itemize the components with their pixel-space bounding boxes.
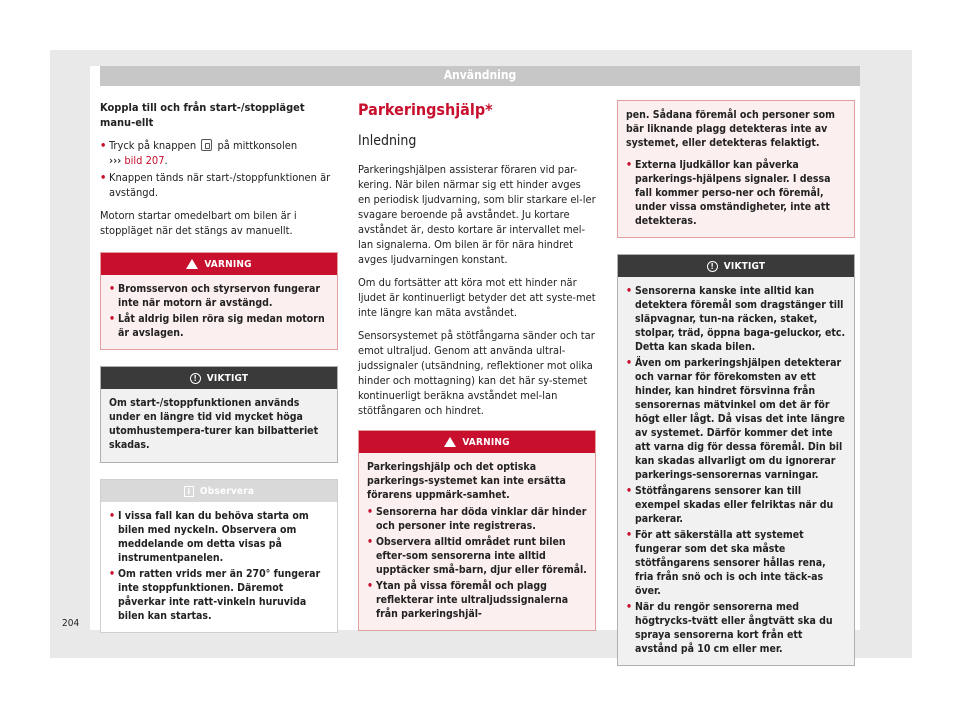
warning-box xyxy=(100,252,338,350)
list-item: • Observera alltid området runt bilen efter-som sensorerna inte alltid upptäcker små-barn, djur eller föremål. xyxy=(367,535,587,577)
column-right xyxy=(617,100,855,682)
list-item: • Låt aldrig bilen röra sig medan motorn är avslagen. xyxy=(109,312,329,340)
warning-triangle-icon xyxy=(186,259,198,269)
warning-body xyxy=(101,275,337,349)
list-item: • Bromsservon och styrservon fungerar inte när motorn är avstängd. xyxy=(109,282,329,310)
list-item: • Sensorerna har döda vinklar där hinder och personer inte registreras. xyxy=(367,505,587,533)
important-circle-icon: ! xyxy=(190,373,201,384)
list-item: • Ytan på vissa föremål och plagg reflekterar inte ultraljudssignalerna från parkeringshjäl- xyxy=(367,579,587,621)
figure-reference-link[interactable]: bild 207 xyxy=(124,154,165,167)
important-body: Om start-/stoppfunktionen används under en längre tid vid mycket höga utomhustempera-turer kan bilbatteriet skadas. xyxy=(101,389,337,462)
instruction-step: • Knappen tänds när start-/stoppfunktionen är avstängd. xyxy=(100,170,338,200)
important-header: ! VIKTIGT xyxy=(618,255,854,277)
reference-arrows: ››› xyxy=(109,154,122,167)
column-middle xyxy=(358,100,596,647)
note-box xyxy=(100,479,338,633)
column-left xyxy=(100,100,338,649)
important-header: ! VIKTIGT xyxy=(101,367,337,389)
section-subtitle: Inledning xyxy=(358,133,417,149)
warning-box-continued: pen. Sådana föremål och personer som bär liknande plagg detekteras inte av systemet, eller detekteras felaktigt. • Externa ljudkällor kan påverka parkerings-hjälpens signaler. I dessa fall kommer perso-ner och föremål, under vissa omständigheter, inte att detekteras. xyxy=(617,100,855,238)
list-item: • Externa ljudkällor kan påverka parkerings-hjälpens signaler. I dessa fall kommer perso-ner och föremål, under vissa omständigheter, inte att detekteras. xyxy=(626,158,846,228)
list-item: • För att säkerställa att systemet fungerar som det ska måste stötfångarens sensorer hållas rena, fria från snö och is och inte täck-as över. xyxy=(626,528,846,598)
note-body xyxy=(101,502,337,632)
page-number: 204 xyxy=(62,618,80,629)
warning-header: VARNING xyxy=(359,431,595,453)
note-header: i Observera xyxy=(101,480,337,502)
warning-header: VARNING xyxy=(101,253,337,275)
list-item: • I vissa fall kan du behöva starta om bilen med nyckeln. Observera om meddelande om detta visas på instrumentpanelen. xyxy=(109,509,329,565)
warning-body: Parkeringshjälp och det optiska parkerings-systemet kan inte ersätta förarens uppmärk-samhet. • Sensorerna har döda vinklar där hinder och personer inte registreras. • Observera alltid området runt bilen efter-som sensorerna inte alltid upptäcker små-barn, djur eller föremål. • Ytan på vissa föremål och plagg reflekterar inte ultraljudssignalerna från parkeringshjäl- xyxy=(359,453,595,630)
warning-triangle-icon xyxy=(444,437,456,447)
important-box xyxy=(617,254,855,666)
start-stop-key-icon xyxy=(201,139,212,151)
section-title: Användning xyxy=(443,68,517,82)
instruction-step: • Tryck på knappen på mittkonsolen ››› bild 207. xyxy=(100,138,338,168)
important-box xyxy=(100,366,338,463)
subheading: Koppla till och från start-/stoppläget manu-ellt xyxy=(100,101,305,129)
warning-box xyxy=(358,430,596,631)
list-item: • Stötfångarens sensorer kan till exempel skadas eller felriktas när du parkerar. xyxy=(626,484,846,526)
list-item: • Om ratten vrids mer än 270° fungerar inte stoppfunktionen. Däremot påverkar inte ratt-vinkeln huruvida bilen kan startas. xyxy=(109,567,329,623)
chapter-title: Parkeringshjälp* xyxy=(358,100,493,119)
important-circle-icon: ! xyxy=(707,261,718,272)
body-paragraph: Parkeringshjälpen assisterar föraren vid par-kering. När bilen närmar sig ett hinder avges en periodisk ljudvarning, som blir starkare el-ler svagare beroende på avståndet. Ju kortare avståndet är, desto kortare är intervallet mel-lan signalerna. Om bilen är för nära hindret avges ljudvarningen konstant. xyxy=(358,163,596,266)
list-item: • När du rengör sensorerna med högtrycks-tvätt eller ångtvätt ska du spraya sensorerna kort från ett avstånd på 10 cm eller mer. xyxy=(626,600,846,656)
list-item: • Sensorerna kanske inte alltid kan detektera föremål som dragstänger till släpvagnar, tun-na räcken, staket, stolpar, träd, öppna baga-geluckor, etc. Detta kan skada bilen. xyxy=(626,284,846,354)
list-item: • Även om parkeringshjälpen detekterar och varnar för förekomsten av ett hinder, kan hindret försvinna från sensorernas mätvinkel om det är för högt eller lågt. Då visas det inte längre av systemet. Därför kommer det inte att varna dig för dessa föremål. Din bil kan skadas allvarligt om du ignorerar parkerings-sensorernas varningar. xyxy=(626,356,846,482)
important-body xyxy=(618,277,854,665)
body-paragraph: Sensorsystemet på stötfångarna sänder och tar emot ultraljud. Genom att använda ultral-judssignaler (utsändning, reflektioner mot olika hinder och mottagning) kan det här sy-stemet kontinuerligt beräkna avståndet mel-lan stötfångaren och hindret. xyxy=(358,329,595,417)
body-paragraph: Om du fortsätter att köra mot ett hinder när ljudet är kontinuerligt betyder det att syste-met inte längre kan mäta avståndet. xyxy=(358,276,596,319)
body-paragraph: Motorn startar omedelbart om bilen är i stoppläget när det stängs av manuellt. xyxy=(100,209,297,237)
info-note-icon: i xyxy=(184,486,194,497)
